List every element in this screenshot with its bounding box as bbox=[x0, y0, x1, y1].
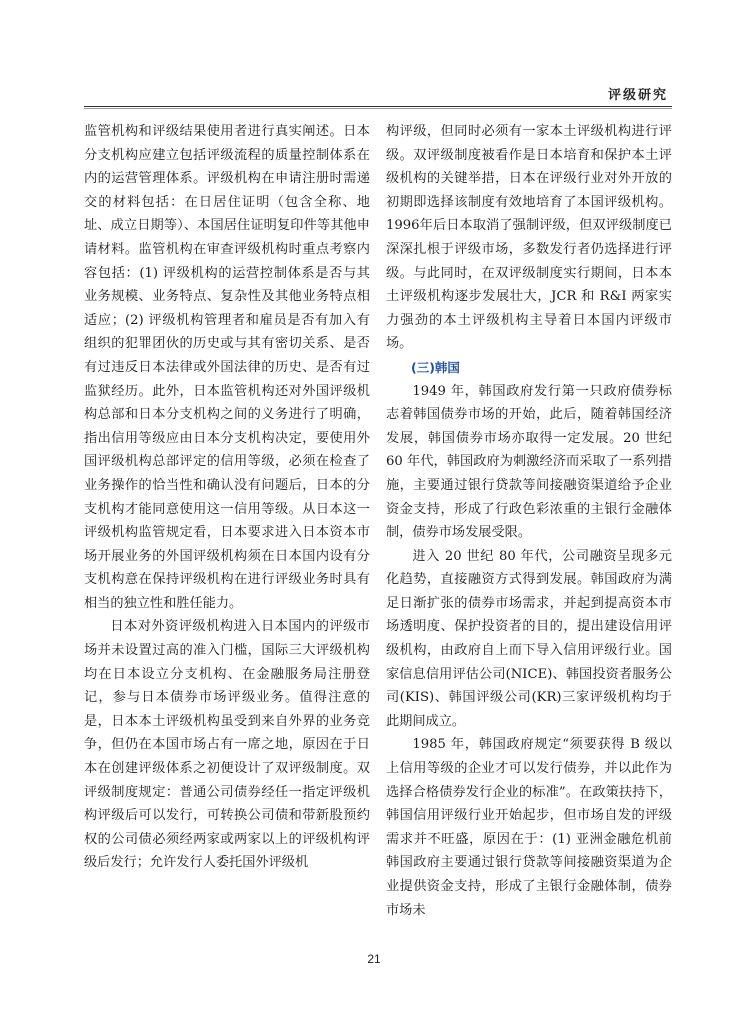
header-rule bbox=[84, 106, 672, 107]
header-rule-thin bbox=[84, 108, 672, 109]
right-column bbox=[386, 120, 672, 922]
right-paragraph-1: 构评级，但同时必须有一家本土评级机构进行评级。双评级制度被看作是日本培育和保护本土评级机构的关键举措，日本在评级行业对外开放的初期即选择该制度有效地培育了本国评级机构。1996年后日本取消了强制评级，但双评级制度已深深扎根于评级市场，多数发行者仍选择进行评级。与此同时，在双评级制度实行期间，日本本土评级机构逐步发展壮大，JCR 和 R&I 两家实力强劲的本土评级机构主导着日本国内评级市场。 bbox=[386, 124, 672, 352]
section-heading-korea: (三)韩国 bbox=[411, 359, 460, 375]
right-paragraph-4: 1985 年，韩国政府规定“须要获得 B 级以上信用等级的企业才可以发行债券，并以此作为选择合格债券发行企业的标准”。在政策扶持下，韩国信用评级行业开始起步，但市场自发的评级需求并不旺盛，原因在于：(1) 亚洲金融危机前韩国政府主要通过银行贷款等间接融资渠道为企业提供资金支持，形成了主银行金融体制，债券市场未 bbox=[386, 737, 672, 918]
right-paragraph-3: 进入 20 世纪 80 年代，公司融资呈现多元化趋势，直接融资方式得到发展。韩国政府为满足日渐扩张的债券市场需求，并起到提高资本市场透明度、保护投资者的目的，提出建设信用评级机构，由政府自上而下导入信用评级行业。国家信息信用评估公司(NICE)、韩国投资者服务公司(KIS)、韩国评级公司(KR)三家评级机构均于此期间成立。 bbox=[386, 548, 672, 729]
left-column bbox=[84, 120, 370, 875]
page-number: 21 bbox=[367, 952, 381, 966]
left-paragraph-1: 监管机构和评级结果使用者进行真实阐述。日本分支机构应建立包括评级流程的质量控制体系在内的运营管理体系。评级机构在申请注册时需递交的材料包括：在日居住证明（包含全称、地址、成立日期等）、本国居住证明复印件等其他申请材料。监管机构在审查评级机构时重点考察内容包括：(1) 评级机构的运营控制体系是否与其业务规模、业务特点、复杂性及其他业务特点相适应；(2) 评级机构管理者和雇员是否有加入有组织的犯罪团伙的历史或与其有密切关系、是否有过违反日本法律或外国法律的历史、是否有过监狱经历。此外，日本监管机构还对外国评级机构总部和日本分支机构之间的义务进行了明确，指出信用等级应由日本分支机构决定，要使用外国评级机构总部评定的信用等级，必须在检查了业务操作的恰当性和确认没有问题后，日本的分支机构才能同意使用这一信用等级。从日本这一评级机构监管规定看，日本要求进入日本资本市场开展业务的外国评级机构须在日本国内设有分支机构意在保持评级机构在进行评级业务时具有相当的独立性和胜任能力。 bbox=[84, 124, 370, 611]
journal-section-title: 评级研究 bbox=[607, 88, 668, 103]
left-paragraph-2: 日本对外资评级机构进入日本国内的评级市场并未设置过高的准入门槛，国际三大评级机构均在日本设立分支机构、在金融服务局注册登记，参与日本债券市场评级业务。值得注意的是，日本本土评级机构虽受到来自外界的业务竞争，但仍在本国市场占有一席之地，原因在于日本在创建评级体系之初便设计了双评级制度。双评级制度规定：普通公司债券经任一指定评级机构评级后可以发行，可转换公司债和带新股预约权的公司债必须经两家或两家以上的评级机构评级后发行；允许发行人委托国外评级机 bbox=[84, 619, 370, 871]
right-paragraph-2: 1949 年，韩国政府发行第一只政府债券标志着韩国债券市场的开始，此后，随着韩国经济发展，韩国债券市场亦取得一定发展。20 世纪 60 年代，韩国政府为刺激经济而采取了一系列措施，主要通过银行贷款等间接融资渠道给予企业资金支持，形成了行政色彩浓重的主银行金融体制，债券市场发展受限。 bbox=[386, 383, 672, 541]
